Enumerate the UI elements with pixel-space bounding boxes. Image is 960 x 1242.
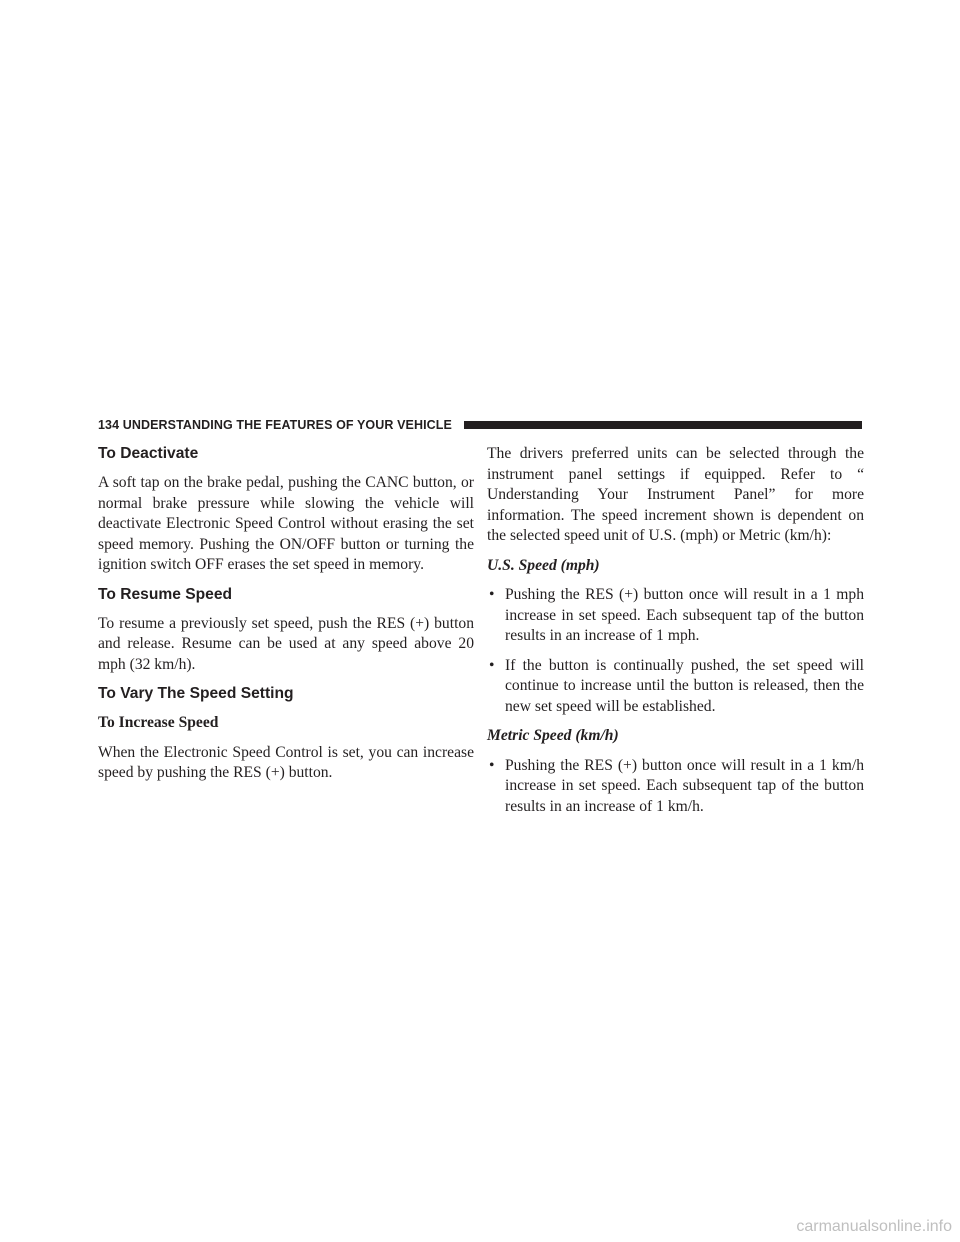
watermark: carmanualsonline.info <box>796 1218 952 1235</box>
list-item <box>487 756 864 818</box>
page-header-title: 134 UNDERSTANDING THE FEATURES OF YOUR VEHICLE <box>98 418 458 432</box>
deactivate-heading: To Deactivate <box>98 445 199 462</box>
list-item <box>487 585 864 647</box>
list-item <box>487 656 864 718</box>
metric-speed-list <box>487 756 864 818</box>
increase-speed-paragraph: When the Electronic Speed Control is set, you can increase speed by pushing the RES (+) button. <box>98 743 474 781</box>
bullet-icon: • <box>489 656 495 674</box>
page-header <box>98 418 862 432</box>
increase-speed-subheading: To Increase Speed <box>98 714 219 731</box>
us-speed-list <box>487 585 864 717</box>
metric-speed-subheading: Metric Speed (km/h) <box>487 727 619 744</box>
list-item-text: If the button is continually pushed, the set speed will continue to increase until the button is released, then the new set speed will be established. <box>505 656 864 715</box>
list-item-text: Pushing the RES (+) button once will result in a 1 km/h increase in set speed. Each subsequent tap of the button results in an increase of 1 km/h. <box>505 756 864 815</box>
vary-speed-heading: To Vary The Speed Setting <box>98 685 294 702</box>
resume-heading: To Resume Speed <box>98 585 233 603</box>
bullet-icon: • <box>489 586 495 603</box>
resume-paragraph: To resume a previously set speed, push the RES (+) button and release. Resume can be used at any speed above 20 mph (32 km/h). <box>98 614 474 673</box>
list-item-text: Pushing the RES (+) button once will result in a 1 mph increase in set speed. Each subsequent tap of the button results in an increase of 1 mph. <box>505 586 864 644</box>
deactivate-paragraph: A soft tap on the brake pedal, pushing the CANC button, or normal brake pressure while slowing the vehicle will deactivate Electronic Speed Control without erasing the set speed memory. Pushing the ON/OFF button or turning the ignition switch OFF erases the set speed in memory. <box>98 474 474 573</box>
header-rule <box>464 421 862 429</box>
units-paragraph: The drivers preferred units can be selected through the instrument panel settings if equipped. Refer to “ Understanding Your Instrument Panel” for more information. The speed increment shown is dependent on the selected speed unit of U.S. (mph) or Metric (km/h): <box>487 445 864 544</box>
left-column <box>98 444 474 793</box>
bullet-icon: • <box>489 756 495 774</box>
right-column <box>487 444 864 826</box>
us-speed-subheading: U.S. Speed (mph) <box>487 556 600 574</box>
